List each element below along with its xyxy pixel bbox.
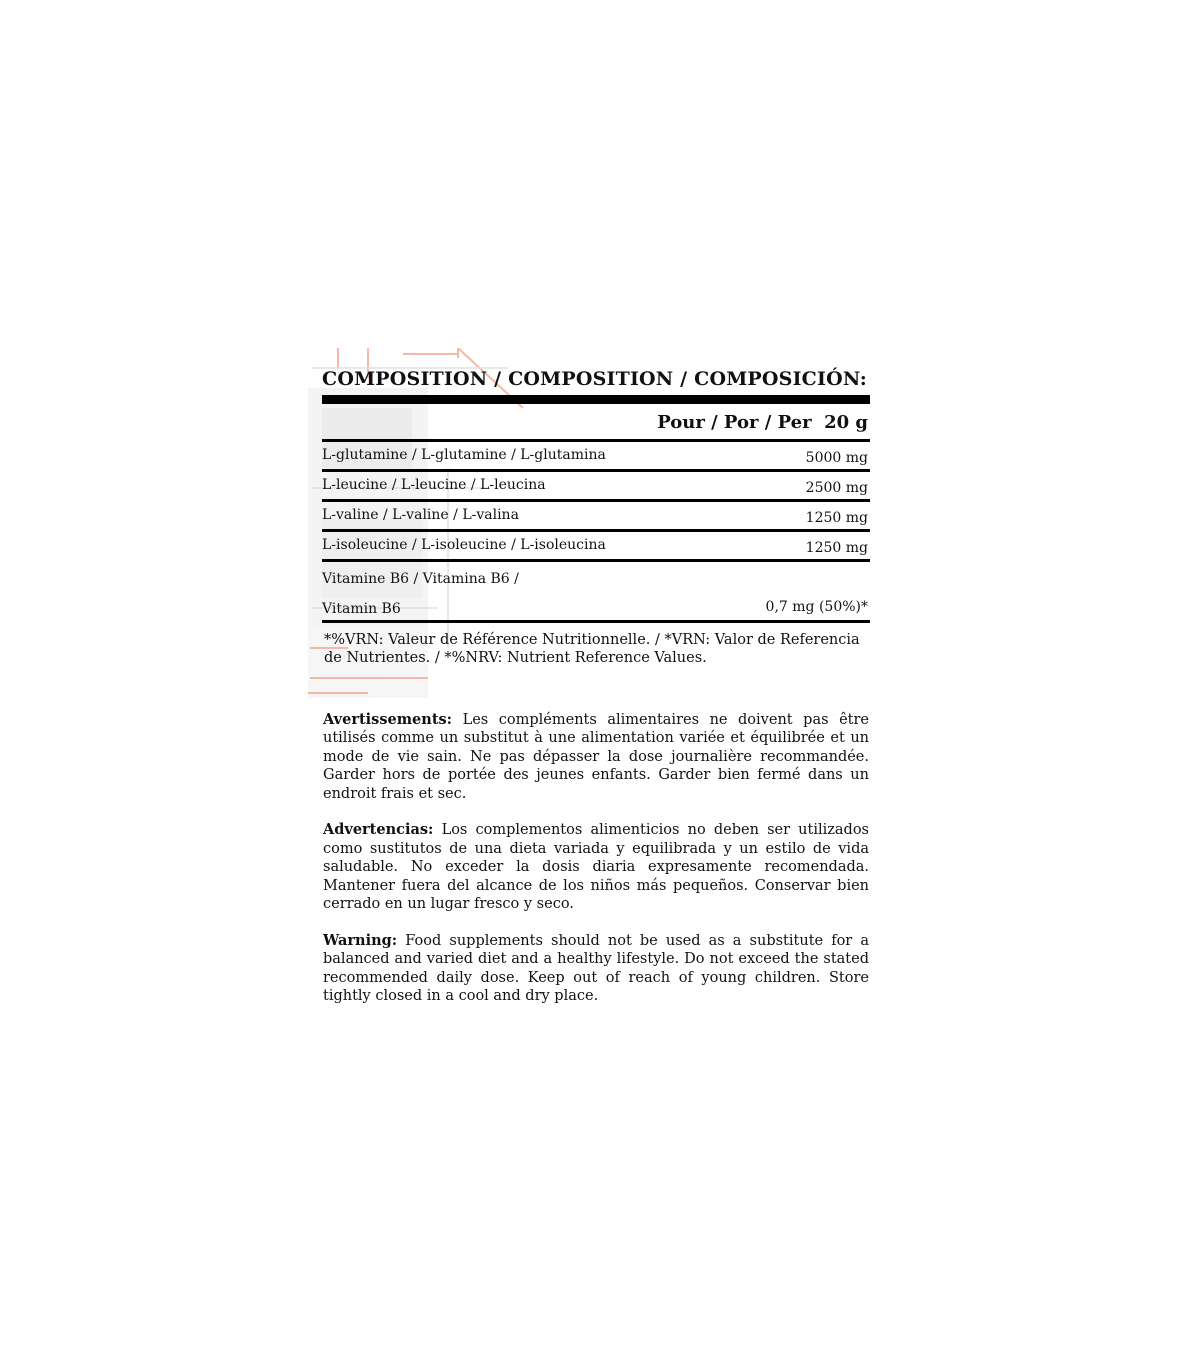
warning-en xyxy=(323,932,869,1006)
vitamin-amount: 0,7 mg (50%)* xyxy=(765,599,868,615)
per-serving-label: Pour / Por / Per 20 g xyxy=(657,412,868,433)
table-row xyxy=(322,532,870,562)
ingredient-amount: 1250 mg xyxy=(805,510,868,526)
ingredient-amount: 1250 mg xyxy=(805,540,868,556)
warning-fr-text: Les compléments alimentaires ne doivent pas être utilisés comme un substitut à une alimentation variée et équilibrée et un mode de vie sain. Ne pas dépasser la dose journalière recommandée. Garder hors de portée des jeunes enfants. Garder bien fermé dans un endroit frais et sec. xyxy=(323,712,869,802)
composition-title: COMPOSITION / COMPOSITION / COMPOSICIÓN: xyxy=(322,368,867,390)
warning-fr xyxy=(323,711,869,803)
table-row xyxy=(322,442,870,472)
vitamin-name-line2: Vitamin B6 xyxy=(322,601,401,617)
table-row xyxy=(322,472,870,502)
warning-es xyxy=(323,821,869,913)
warning-es-label: Advertencias: xyxy=(323,821,434,839)
table-row-vitamin xyxy=(322,562,870,623)
vitamin-name-line1: Vitamine B6 / Vitamina B6 / xyxy=(322,571,519,587)
ingredient-amount: 2500 mg xyxy=(805,480,868,496)
warning-en-text: Food supplements should not be used as a substitute for a balanced and varied diet and a healthy lifestyle. Do not exceed the stated recommended daily dose. Keep out of reach of young children. Store tightly closed in a cool and dry place. xyxy=(323,932,869,1005)
ingredient-name: L-isoleucine / L-isoleucine / L-isoleucina xyxy=(322,537,606,553)
vitamin-name xyxy=(322,564,542,624)
ingredient-name: L-glutamine / L-glutamine / L-glutamina xyxy=(322,447,606,463)
ingredient-name: L-valine / L-valine / L-valina xyxy=(322,507,519,523)
title-divider xyxy=(322,395,870,404)
composition-panel xyxy=(322,362,870,667)
warning-fr-label: Avertissements: xyxy=(323,711,453,728)
warning-en-label: Warning: xyxy=(323,931,398,949)
table-row xyxy=(322,502,870,532)
nrv-footnote: *%VRN: Valeur de Référence Nutritionnelle. / *VRN: Valor de Referencia de Nutrientes. / *%NRV: Nutrient Reference Values. xyxy=(324,632,860,666)
ingredient-amount: 5000 mg xyxy=(805,450,868,466)
warnings-section xyxy=(323,711,869,1024)
ingredient-name: L-leucine / L-leucine / L-leucina xyxy=(322,477,546,493)
per-serving-header xyxy=(322,404,870,442)
warning-es-text: Los complementos alimenticios no deben ser utilizados como sustitutos de una dieta variada y equilibrada y un estilo de vida saludable. No exceder la dosis diaria expresamente recomendada. Mantener fuera del alcance de los niños más pequeños. Conservar bien cerrado en un lugar fresco y seco. xyxy=(323,822,869,913)
